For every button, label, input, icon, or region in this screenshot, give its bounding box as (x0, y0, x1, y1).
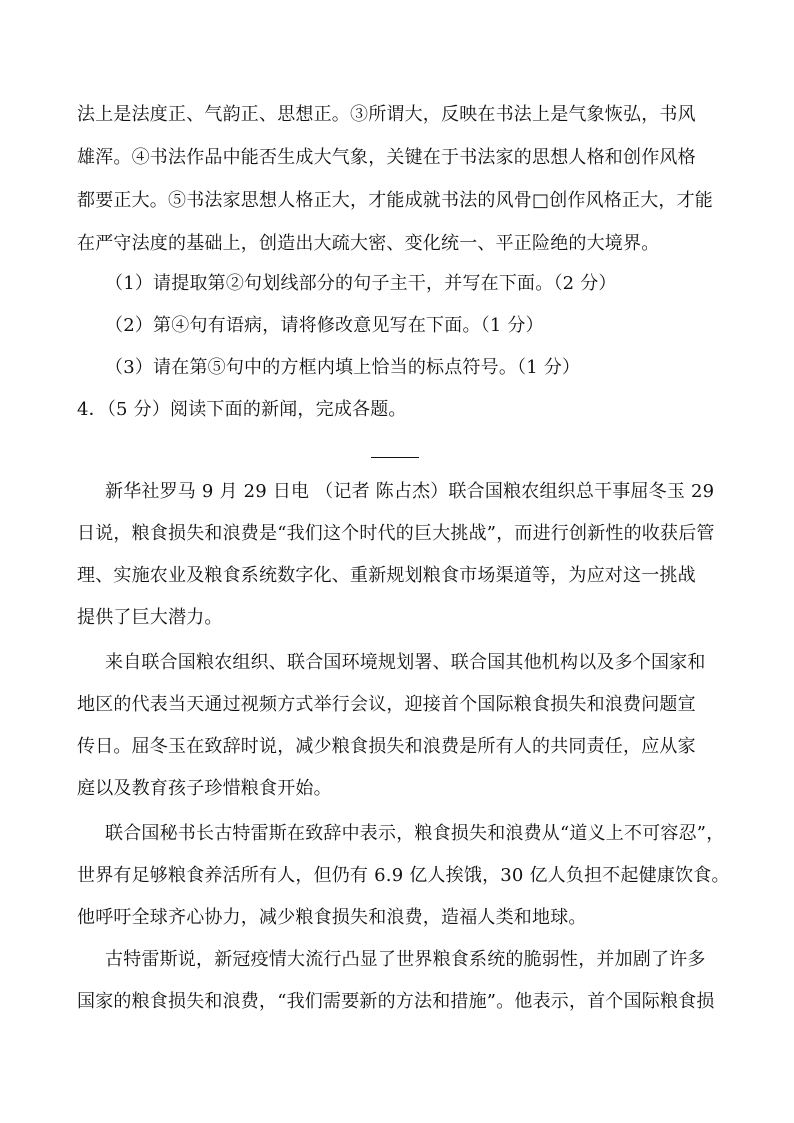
news-line: 来自联合国粮农组织、联合国环境规划署、联合国其他机构以及多个国家和 (105, 652, 706, 673)
news-line: 世界有足够粮食养活所有人，但仍有 6.9 亿人挨饿，30 亿人负担不起健康饮食。 (77, 865, 730, 886)
passage-line: 在严守法度的基础上，创造出大疏大密、变化统一、平正险绝的大境界。 (77, 233, 660, 254)
sub-question-2: （2）第④句有语病，请将修改意见写在下面。（1 分） (105, 315, 544, 336)
news-line: 庭以及教育孩子珍惜粮食开始。 (77, 778, 332, 799)
passage-line: 都要正大。⑤书法家思想人格正大，才能成就书法的风骨□创作风格正大，才能 (77, 190, 714, 211)
question-4-prompt: 4．（5 分）阅读下面的新闻，完成各题。 (77, 399, 407, 420)
news-line: 传日。屈冬玉在致辞时说，减少粮食损失和浪费是所有人的共同责任，应从家 (77, 736, 696, 757)
news-line: 日说，粮食损失和浪费是“我们这个时代的巨大挑战”，而进行创新性的收获后管 (77, 523, 715, 544)
news-line: 古特雷斯说，新冠疫情大流行凸显了世界粮食系统的脆弱性，并加剧了许多 (105, 949, 706, 970)
title-blank-line (371, 457, 419, 458)
passage-line: 法上是法度正、气韵正、思想正。③所谓大，反映在书法上是气象恢弘，书风 (77, 104, 696, 125)
passage-line: 雄浑。④书法作品中能否生成大气象，关键在于书法家的思想人格和创作风格 (77, 147, 696, 168)
news-line: 国家的粮食损失和浪费，“我们需要新的方法和措施”。他表示，首个国际粮食损 (77, 991, 715, 1012)
news-line: 新华社罗马 9 月 29 日电 （记者 陈占杰）联合国粮农组织总干事屈冬玉 29 (105, 481, 715, 502)
news-line: 提供了巨大潜力。 (77, 607, 223, 628)
news-line: 地区的代表当天通过视频方式举行会议，迎接首个国际粮食损失和浪费问题宣 (77, 694, 696, 715)
sub-question-3: （3）请在第⑤句中的方框内填上恰当的标点符号。（1 分） (105, 357, 581, 378)
sub-question-1: （1）请提取第②句划线部分的句子主干，并写在下面。（2 分） (105, 273, 617, 294)
news-line: 联合国秘书长古特雷斯在致辞中表示，粮食损失和浪费从“道义上不可容忍”， (105, 823, 725, 844)
news-line: 他呼吁全球齐心协力，减少粮食损失和浪费，造福人类和地球。 (77, 907, 587, 928)
news-line: 理、实施农业及粮食系统数字化、重新规划粮食市场渠道等，为应对这一挑战 (77, 565, 696, 586)
